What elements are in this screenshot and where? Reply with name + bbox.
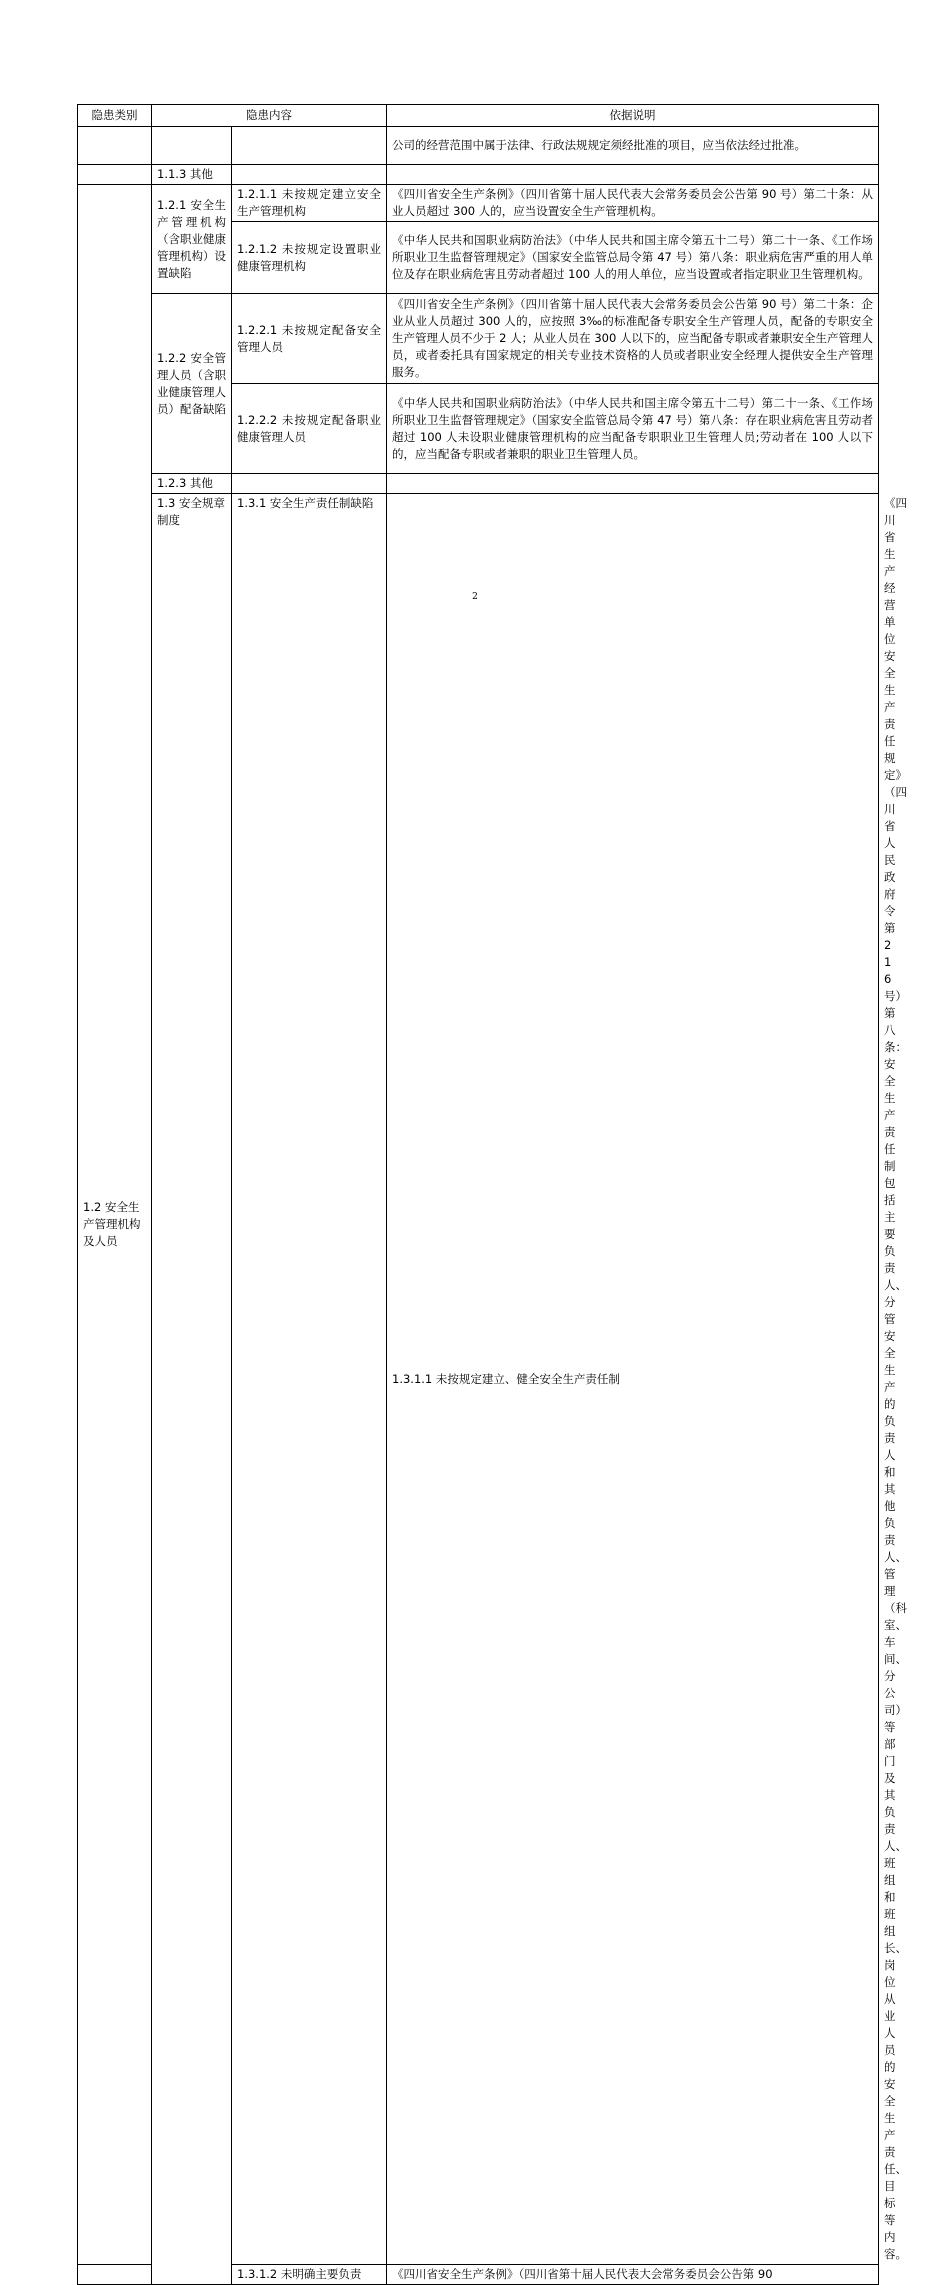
table-row	[78, 185, 879, 222]
header-content: 隐患内容	[152, 105, 387, 127]
level2-cell: 1.3.1 安全生产责任制缺陷	[232, 494, 387, 2265]
page-number: 2	[472, 592, 478, 602]
level3-cell-empty	[232, 165, 387, 185]
basis-cell: 《四川省安全生产条例》（四川省第十届人民代表大会常务委员会公告第 90 号）第二十条：从业人员超过 300 人的，应当设置安全生产管理机构。	[387, 185, 879, 222]
level3-cell: 1.2.2.1 未按规定配备安全管理人员	[232, 294, 387, 384]
basis-cell: 公司的经营范围中属于法律、行政法规规定须经批准的项目，应当依法经过批准。	[387, 127, 879, 165]
category-cell-empty	[78, 165, 152, 185]
level2-cell: 1.2.2 安全管理人员（含职业健康管理人员）配备缺陷	[152, 294, 232, 474]
table-row	[78, 474, 879, 494]
basis-cell: 《四川省安全生产条例》（四川省第十届人民代表大会常务委员会公告第 90	[387, 2265, 879, 2285]
level3-cell: 1.3.1.1 未按规定建立、健全安全生产责任制	[387, 494, 879, 2265]
category-cell: 1.3 安全规章制度	[152, 494, 232, 2285]
level2-cell-empty	[78, 2265, 152, 2285]
basis-cell: 《中华人民共和国职业病防治法》（中华人民共和国主席令第五十二号）第二十一条、《工作场所职业卫生监督管理规定》（国家安全监管总局令第 47 号）第八条：职业病危害严重的用人单位及存在职业病危害且劳动者超过 100 人的用人单位，应当设置或者指定职业卫生管理机构。	[387, 222, 879, 294]
basis-cell-empty	[387, 474, 879, 494]
level2-cell-empty	[152, 127, 232, 165]
table-row: 1.3 安全规章制度 1.3.1 安全生产责任制缺陷 1.3.1.1 未按规定建立、健全安全生产责任制 《四川省生产经营单位安全生产责任规定》（四川省人民政府令第 216 号）第八条：安全生产责任制包括主要负责人、分管安全生产的负责人和其他负责人、管理（科室、车间、分公司）等部门及其负责人、班组和班组长、岗位从业人员的安全生产责任、目标等内容。	[78, 494, 879, 2265]
table-row	[78, 294, 879, 384]
hazard-table	[77, 104, 907, 2285]
header-basis: 依据说明	[387, 105, 879, 127]
level2-cell: 1.2.1 安全生产管理机构（含职业健康管理机构）设置缺陷	[152, 185, 232, 294]
basis-cell: 《四川省安全生产条例》（四川省第十届人民代表大会常务委员会公告第 90 号）第二十条：企业从业人员超过 300 人的，应按照 3‰的标准配备专职安全生产管理人员，配备的专职安全生产管理人员不少于 2 人；从业人员在 300 人以下的，应当配备专职或者兼职安全生产管理人员，或者委托具有国家规定的相关专业技术资格的人员或者职业安全经理人提供安全生产管理服务。	[387, 294, 879, 384]
table-row	[78, 165, 879, 185]
category-cell: 1.2 安全生产管理机构及人员	[78, 185, 152, 2265]
table-row	[78, 127, 879, 165]
header-category: 隐患类别	[78, 105, 152, 127]
basis-cell: 《中华人民共和国职业病防治法》（中华人民共和国主席令第五十二号）第二十一条、《工作场所职业卫生监督管理规定》（国家安全监管总局令第 47 号）第八条：存在职业病危害且劳动者超过 100 人未设职业健康管理机构的应当配备专职职业卫生管理人员;劳动者在 100 人以下的，应当配备专职或者兼职的职业卫生管理人员。	[387, 384, 879, 474]
level2-cell: 1.2.3 其他	[152, 474, 232, 494]
level3-cell-empty	[232, 474, 387, 494]
level3-cell: 1.3.1.2 未明确主要负责	[232, 2265, 387, 2285]
basis-cell-empty	[387, 165, 879, 185]
level3-cell-empty	[232, 127, 387, 165]
header-row	[78, 105, 879, 127]
level3-cell: 1.2.2.2 未按规定配备职业健康管理人员	[232, 384, 387, 474]
level3-cell: 1.2.1.2 未按规定设置职业健康管理机构	[232, 222, 387, 294]
level3-cell: 1.2.1.1 未按规定建立安全生产管理机构	[232, 185, 387, 222]
category-cell-empty	[78, 127, 152, 165]
level2-cell: 1.1.3 其他	[152, 165, 232, 185]
